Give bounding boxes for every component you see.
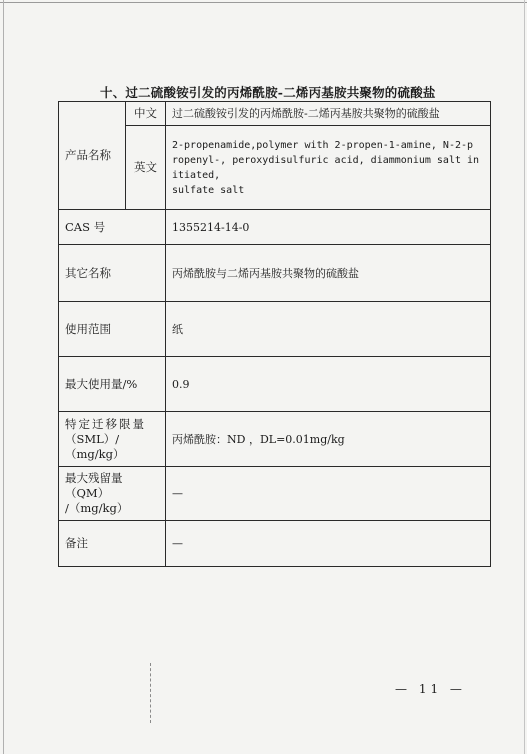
usage-value: 纸 — [166, 302, 491, 357]
chinese-name-value: 过二硫酸铵引发的丙烯酰胺-二烯丙基胺共聚物的硫酸盐 — [166, 102, 491, 126]
remarks-label: 备注 — [59, 521, 166, 567]
usage-label: 使用范围 — [59, 302, 166, 357]
row-sml — [59, 412, 491, 467]
top-border-line — [0, 2, 527, 3]
row-remarks — [59, 521, 491, 567]
chinese-label: 中文 — [126, 102, 166, 126]
remarks-value: — — [166, 521, 491, 567]
row-product-name-chinese — [59, 102, 491, 126]
other-name-label: 其它名称 — [59, 245, 166, 302]
english-name-line: itiated, — [172, 169, 221, 181]
max-use-value: 0.9 — [166, 357, 491, 412]
qm-value: — — [166, 467, 491, 521]
english-name-line: sulfate salt — [172, 184, 245, 196]
english-name-line: ropenyl-, peroxydisulfuric acid, diammonium salt in — [172, 154, 480, 166]
substance-spec-table — [58, 101, 491, 567]
max-use-label: 最大使用量/% — [59, 357, 166, 412]
scan-artifact-line — [150, 663, 151, 723]
english-name-value — [166, 126, 491, 210]
row-usage — [59, 302, 491, 357]
qm-label-line: 最大残留量（QM） — [65, 471, 123, 500]
section-title: 十、过二硫酸铵引发的丙烯酰胺-二烯丙基胺共聚物的硫酸盐 — [100, 85, 436, 100]
sml-label — [59, 412, 166, 467]
sml-label-line: 特定迁移限量 — [65, 416, 146, 431]
page-number: — 11 — — [395, 682, 466, 696]
row-cas — [59, 210, 491, 245]
row-qm — [59, 467, 491, 521]
english-label: 英文 — [126, 126, 166, 210]
row-max-use — [59, 357, 491, 412]
product-name-label: 产品名称 — [59, 102, 126, 210]
cas-value: 1355214-14-0 — [166, 210, 491, 245]
sml-label-line: （SML）/（mg/kg） — [65, 431, 125, 461]
other-name-value: 丙烯酰胺与二烯丙基胺共聚物的硫酸盐 — [166, 245, 491, 302]
english-name-line: 2-propenamide,polymer with 2-propen-1-amine, N-2-p — [172, 139, 474, 151]
row-other-name — [59, 245, 491, 302]
left-border-line — [3, 0, 4, 754]
sml-value: 丙烯酰胺：ND ，DL=0.01mg/kg — [166, 412, 491, 467]
qm-label — [59, 467, 166, 521]
qm-label-line: /（mg/kg） — [65, 501, 129, 515]
right-border-line — [524, 0, 525, 754]
cas-label: CAS 号 — [59, 210, 166, 245]
